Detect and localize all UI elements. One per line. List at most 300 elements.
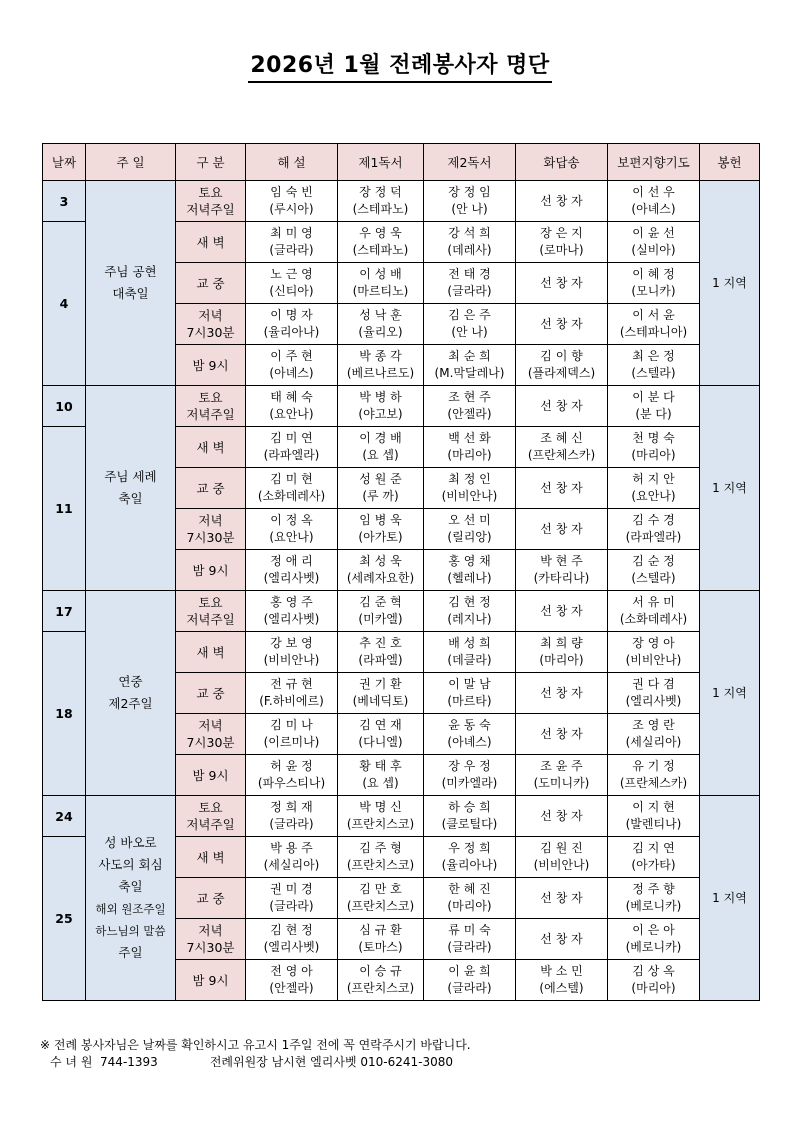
server-name: 임 숙 빈 bbox=[270, 185, 313, 199]
server-name: 노 근 영 bbox=[270, 267, 313, 281]
server-name: 김 수 경 bbox=[632, 513, 675, 527]
date-cell: 10 bbox=[43, 386, 86, 427]
server-name: 박 용 주 bbox=[270, 841, 313, 855]
baptismal-name: (요 셉) bbox=[362, 776, 399, 790]
baptismal-name: (글라라) bbox=[269, 817, 314, 831]
offertory-area-cell: 1 지역 bbox=[700, 591, 760, 796]
prayer-cell bbox=[608, 673, 700, 714]
baptismal-name: (베네딕토) bbox=[352, 694, 409, 708]
server-name: 선 창 자 bbox=[540, 316, 583, 331]
psalm-cell bbox=[516, 468, 608, 509]
baptismal-name: (글라라) bbox=[447, 981, 492, 995]
footer-convent-phone: 수 녀 원 744-1393 bbox=[50, 1055, 158, 1069]
baptismal-name: (안젤라) bbox=[447, 407, 492, 421]
baptismal-name: (에스텔) bbox=[539, 981, 584, 995]
psalm-cell bbox=[516, 181, 608, 222]
server-name: 황 태 후 bbox=[359, 759, 402, 773]
commentator-cell bbox=[246, 386, 338, 427]
prayer-cell bbox=[608, 345, 700, 386]
server-name: 오 선 미 bbox=[448, 513, 491, 527]
sunday-name-line: 주님 공현 bbox=[104, 264, 157, 279]
baptismal-name: (프란치스코) bbox=[346, 899, 415, 913]
baptismal-name: (다니엘) bbox=[358, 735, 403, 749]
psalm-cell bbox=[516, 222, 608, 263]
first-reading-cell bbox=[338, 222, 424, 263]
server-name: 성 낙 훈 bbox=[359, 308, 402, 322]
prayer-cell bbox=[608, 386, 700, 427]
baptismal-name: (F.하비에르) bbox=[259, 694, 324, 708]
server-name: 배 성 희 bbox=[448, 636, 491, 650]
baptismal-name: (마리아) bbox=[539, 653, 584, 667]
prayer-cell bbox=[608, 468, 700, 509]
mass-time-line: 밤 9시 bbox=[192, 357, 229, 373]
baptismal-name: (비비안나) bbox=[441, 489, 498, 503]
header-cell: 날짜 bbox=[43, 144, 86, 181]
page-title: 2026년 1월 전례봉사자 명단 bbox=[0, 52, 800, 83]
server-name: 정 애 리 bbox=[270, 554, 313, 568]
header-cell: 제2독서 bbox=[424, 144, 516, 181]
mass-time-line: 저녁주일 bbox=[186, 612, 235, 627]
server-name: 김 미 연 bbox=[270, 431, 313, 445]
commentator-cell bbox=[246, 632, 338, 673]
second-reading-cell bbox=[424, 673, 516, 714]
server-name: 이 말 남 bbox=[448, 677, 491, 691]
psalm-cell bbox=[516, 345, 608, 386]
mass-time-line: 7시30분 bbox=[186, 530, 235, 545]
server-name: 장 영 아 bbox=[632, 636, 675, 650]
first-reading-cell bbox=[338, 919, 424, 960]
psalm-cell bbox=[516, 796, 608, 837]
date-cell: 18 bbox=[43, 632, 86, 796]
mass-time-line: 토요 bbox=[198, 800, 223, 815]
commentator-cell bbox=[246, 673, 338, 714]
mass-time-line: 저녁 bbox=[198, 513, 223, 528]
baptismal-name: (마리아) bbox=[447, 448, 492, 462]
second-reading-cell bbox=[424, 550, 516, 591]
first-reading-cell bbox=[338, 673, 424, 714]
server-name: 윤 동 숙 bbox=[448, 718, 491, 732]
baptismal-name: (소화데레사) bbox=[619, 612, 688, 626]
offertory-area-cell: 1 지역 bbox=[700, 386, 760, 591]
second-reading-cell bbox=[424, 919, 516, 960]
mass-time-line: 7시30분 bbox=[186, 325, 235, 340]
server-name: 홍 영 채 bbox=[448, 554, 491, 568]
server-name: 전 규 현 bbox=[270, 677, 313, 691]
server-name: 선 창 자 bbox=[540, 521, 583, 536]
second-reading-cell bbox=[424, 304, 516, 345]
date-cell: 3 bbox=[43, 181, 86, 222]
psalm-cell bbox=[516, 509, 608, 550]
mass-time-cell bbox=[176, 878, 246, 919]
baptismal-name: (요안나) bbox=[631, 489, 676, 503]
mass-time-line: 새 벽 bbox=[196, 644, 225, 660]
baptismal-name: (스테파노) bbox=[352, 243, 409, 257]
prayer-cell bbox=[608, 919, 700, 960]
baptismal-name: (세례자요한) bbox=[346, 571, 415, 585]
prayer-cell bbox=[608, 509, 700, 550]
baptismal-name: (루 까) bbox=[362, 489, 399, 503]
mass-time-line: 7시30분 bbox=[186, 735, 235, 750]
baptismal-name: (율리아나) bbox=[263, 325, 320, 339]
header-cell: 구 분 bbox=[176, 144, 246, 181]
sunday-name-line: 해외 원조주일 bbox=[95, 902, 166, 916]
first-reading-cell bbox=[338, 263, 424, 304]
server-name: 최 은 정 bbox=[632, 349, 675, 363]
commentator-cell bbox=[246, 468, 338, 509]
commentator-cell bbox=[246, 181, 338, 222]
server-name: 선 창 자 bbox=[540, 931, 583, 946]
server-name: 조 윤 주 bbox=[540, 759, 583, 773]
baptismal-name: (모니카) bbox=[631, 284, 676, 298]
first-reading-cell bbox=[338, 427, 424, 468]
baptismal-name: (프란체스카) bbox=[619, 776, 688, 790]
baptismal-name: (파우스티나) bbox=[257, 776, 326, 790]
server-name: 조 혜 신 bbox=[540, 431, 583, 445]
prayer-cell bbox=[608, 878, 700, 919]
psalm-cell bbox=[516, 837, 608, 878]
baptismal-name: (아가타) bbox=[631, 858, 676, 872]
server-name: 류 미 숙 bbox=[448, 923, 491, 937]
server-name: 박 소 민 bbox=[540, 964, 583, 978]
prayer-cell bbox=[608, 304, 700, 345]
server-name: 선 창 자 bbox=[540, 398, 583, 413]
second-reading-cell bbox=[424, 427, 516, 468]
server-name: 선 창 자 bbox=[540, 193, 583, 208]
prayer-cell bbox=[608, 591, 700, 632]
second-reading-cell bbox=[424, 386, 516, 427]
baptismal-name: (분 다) bbox=[635, 407, 672, 421]
psalm-cell bbox=[516, 386, 608, 427]
server-name: 장 정 덕 bbox=[359, 185, 402, 199]
psalm-cell bbox=[516, 632, 608, 673]
second-reading-cell bbox=[424, 837, 516, 878]
mass-time-line: 새 벽 bbox=[196, 849, 225, 865]
baptismal-name: (엘리사벳) bbox=[263, 571, 320, 585]
baptismal-name: (베로니카) bbox=[625, 940, 682, 954]
header-cell: 화답송 bbox=[516, 144, 608, 181]
mass-time-cell bbox=[176, 345, 246, 386]
mass-time-cell bbox=[176, 919, 246, 960]
server-name: 김 주 형 bbox=[359, 841, 402, 855]
server-name: 조 현 주 bbox=[448, 390, 491, 404]
baptismal-name: (스테파니아) bbox=[619, 325, 688, 339]
server-name: 김 현 정 bbox=[448, 595, 491, 609]
baptismal-name: (마르티노) bbox=[352, 284, 409, 298]
footer-committee-contact: 전례위원장 남시현 엘리사벳 010-6241-3080 bbox=[209, 1055, 454, 1069]
server-name: 김 이 향 bbox=[540, 349, 583, 363]
mass-time-line: 새 벽 bbox=[196, 234, 225, 250]
server-name: 이 분 다 bbox=[632, 390, 675, 404]
server-name: 김 미 나 bbox=[270, 718, 313, 732]
baptismal-name: (글라라) bbox=[269, 243, 314, 257]
first-reading-cell bbox=[338, 591, 424, 632]
psalm-cell bbox=[516, 304, 608, 345]
psalm-cell bbox=[516, 919, 608, 960]
baptismal-name: (마르타) bbox=[447, 694, 492, 708]
mass-time-cell bbox=[176, 304, 246, 345]
first-reading-cell bbox=[338, 714, 424, 755]
server-name: 이 윤 선 bbox=[632, 226, 675, 240]
server-name: 성 원 준 bbox=[359, 472, 402, 486]
baptismal-name: (야고보) bbox=[358, 407, 403, 421]
baptismal-name: (소화데레사) bbox=[257, 489, 326, 503]
sunday-name-line: 연중 bbox=[118, 674, 143, 689]
server-name: 선 창 자 bbox=[540, 890, 583, 905]
server-name: 권 미 경 bbox=[270, 882, 313, 896]
first-reading-cell bbox=[338, 960, 424, 1001]
server-name: 이 명 자 bbox=[270, 308, 313, 322]
psalm-cell bbox=[516, 714, 608, 755]
baptismal-name: (로마나) bbox=[539, 243, 584, 257]
mass-time-cell bbox=[176, 427, 246, 468]
mass-time-cell bbox=[176, 837, 246, 878]
baptismal-name: (실비아) bbox=[631, 243, 676, 257]
commentator-cell bbox=[246, 755, 338, 796]
baptismal-name: (라파엘라) bbox=[263, 448, 320, 462]
server-name: 김 준 혁 bbox=[359, 595, 402, 609]
server-name: 김 상 옥 bbox=[632, 964, 675, 978]
server-name: 선 창 자 bbox=[540, 726, 583, 741]
sunday-name-cell bbox=[86, 386, 176, 591]
first-reading-cell bbox=[338, 181, 424, 222]
table-row bbox=[43, 386, 760, 427]
mass-time-cell bbox=[176, 550, 246, 591]
commentator-cell bbox=[246, 591, 338, 632]
second-reading-cell bbox=[424, 878, 516, 919]
commentator-cell bbox=[246, 263, 338, 304]
baptismal-name: (프란치스코) bbox=[346, 817, 415, 831]
server-name: 장 정 임 bbox=[448, 185, 491, 199]
baptismal-name: (스텔라) bbox=[631, 571, 676, 585]
prayer-cell bbox=[608, 222, 700, 263]
first-reading-cell bbox=[338, 345, 424, 386]
baptismal-name: (베로니카) bbox=[625, 899, 682, 913]
baptismal-name: (스텔라) bbox=[631, 366, 676, 380]
sunday-name-line: 주일 bbox=[118, 945, 143, 960]
mass-time-cell bbox=[176, 468, 246, 509]
baptismal-name: (프란치스코) bbox=[346, 981, 415, 995]
psalm-cell bbox=[516, 550, 608, 591]
baptismal-name: (율리아나) bbox=[441, 858, 498, 872]
prayer-cell bbox=[608, 427, 700, 468]
server-name: 허 윤 정 bbox=[270, 759, 313, 773]
prayer-cell bbox=[608, 632, 700, 673]
server-name: 추 진 호 bbox=[359, 636, 402, 650]
baptismal-name: (카타리나) bbox=[533, 571, 590, 585]
mass-time-line: 밤 9시 bbox=[192, 767, 229, 783]
first-reading-cell bbox=[338, 304, 424, 345]
baptismal-name: (율리오) bbox=[358, 325, 403, 339]
baptismal-name: (신티아) bbox=[269, 284, 314, 298]
sunday-name-line: 하느님의 말씀 bbox=[95, 924, 166, 938]
server-name: 박 현 주 bbox=[540, 554, 583, 568]
baptismal-name: (안 나) bbox=[451, 325, 488, 339]
server-name: 김 미 현 bbox=[270, 472, 313, 486]
second-reading-cell bbox=[424, 591, 516, 632]
prayer-cell bbox=[608, 837, 700, 878]
sunday-name-line: 축일 bbox=[118, 879, 143, 894]
baptismal-name: (토마스) bbox=[358, 940, 403, 954]
server-name: 김 은 주 bbox=[448, 308, 491, 322]
baptismal-name: (요 셉) bbox=[362, 448, 399, 462]
server-name: 김 만 호 bbox=[359, 882, 402, 896]
first-reading-cell bbox=[338, 755, 424, 796]
psalm-cell bbox=[516, 673, 608, 714]
mass-time-line: 저녁 bbox=[198, 718, 223, 733]
server-name: 김 원 진 bbox=[540, 841, 583, 855]
header-cell: 제1독서 bbox=[338, 144, 424, 181]
second-reading-cell bbox=[424, 345, 516, 386]
first-reading-cell bbox=[338, 386, 424, 427]
psalm-cell bbox=[516, 755, 608, 796]
baptismal-name: (세실리아) bbox=[625, 735, 682, 749]
server-name: 이 선 우 bbox=[632, 185, 675, 199]
second-reading-cell bbox=[424, 181, 516, 222]
mass-time-line: 밤 9시 bbox=[192, 562, 229, 578]
commentator-cell bbox=[246, 714, 338, 755]
date-cell: 17 bbox=[43, 591, 86, 632]
mass-time-line: 토요 bbox=[198, 185, 223, 200]
prayer-cell bbox=[608, 796, 700, 837]
server-name: 박 병 하 bbox=[359, 390, 402, 404]
header-cell: 해 설 bbox=[246, 144, 338, 181]
server-name: 이 지 현 bbox=[632, 800, 675, 814]
header-row bbox=[43, 144, 760, 181]
baptismal-name: (아녜스) bbox=[269, 366, 314, 380]
server-name: 백 선 화 bbox=[448, 431, 491, 445]
mass-time-cell bbox=[176, 960, 246, 1001]
baptismal-name: (세실리아) bbox=[263, 858, 320, 872]
mass-time-line: 7시30분 bbox=[186, 940, 235, 955]
mass-time-line: 저녁주일 bbox=[186, 407, 235, 422]
server-name: 최 순 희 bbox=[448, 349, 491, 363]
server-name: 허 지 안 bbox=[632, 472, 675, 486]
server-name: 태 혜 숙 bbox=[270, 390, 313, 404]
baptismal-name: (루시아) bbox=[269, 202, 314, 216]
baptismal-name: (미카엘라) bbox=[441, 776, 498, 790]
server-name: 심 규 환 bbox=[359, 923, 402, 937]
header-cell: 보편지향기도 bbox=[608, 144, 700, 181]
baptismal-name: (엘리사벳) bbox=[625, 694, 682, 708]
baptismal-name: (마리아) bbox=[447, 899, 492, 913]
baptismal-name: (아녜스) bbox=[631, 202, 676, 216]
server-name: 김 현 정 bbox=[270, 923, 313, 937]
table-row bbox=[43, 591, 760, 632]
server-name: 이 윤 희 bbox=[448, 964, 491, 978]
second-reading-cell bbox=[424, 263, 516, 304]
server-name: 권 기 환 bbox=[359, 677, 402, 691]
baptismal-name: (클로틸다) bbox=[441, 817, 498, 831]
prayer-cell bbox=[608, 263, 700, 304]
header-cell: 주 일 bbox=[86, 144, 176, 181]
baptismal-name: (글라라) bbox=[447, 284, 492, 298]
baptismal-name: (레지나) bbox=[447, 612, 492, 626]
server-name: 천 명 숙 bbox=[632, 431, 675, 445]
baptismal-name: (릴리앙) bbox=[447, 530, 492, 544]
date-cell: 4 bbox=[43, 222, 86, 386]
mass-time-cell bbox=[176, 796, 246, 837]
table-row bbox=[43, 181, 760, 222]
date-cell: 25 bbox=[43, 837, 86, 1001]
mass-time-cell bbox=[176, 714, 246, 755]
first-reading-cell bbox=[338, 632, 424, 673]
baptismal-name: (베르나르도) bbox=[346, 366, 415, 380]
server-name: 최 정 인 bbox=[448, 472, 491, 486]
commentator-cell bbox=[246, 427, 338, 468]
first-reading-cell bbox=[338, 509, 424, 550]
footer-note bbox=[40, 1037, 471, 1071]
offertory-area-cell: 1 지역 bbox=[700, 796, 760, 1001]
baptismal-name: (요안나) bbox=[269, 407, 314, 421]
server-name: 선 창 자 bbox=[540, 808, 583, 823]
mass-time-cell bbox=[176, 263, 246, 304]
prayer-cell bbox=[608, 181, 700, 222]
server-name: 강 석 희 bbox=[448, 226, 491, 240]
server-name: 우 정 희 bbox=[448, 841, 491, 855]
second-reading-cell bbox=[424, 468, 516, 509]
prayer-cell bbox=[608, 960, 700, 1001]
prayer-cell bbox=[608, 714, 700, 755]
baptismal-name: (도미니카) bbox=[533, 776, 590, 790]
mass-time-line: 토요 bbox=[198, 390, 223, 405]
server-name: 조 영 란 bbox=[632, 718, 675, 732]
baptismal-name: (글라라) bbox=[447, 940, 492, 954]
sunday-name-line: 성 바오로 bbox=[104, 835, 157, 850]
mass-time-cell bbox=[176, 222, 246, 263]
server-name: 장 우 정 bbox=[448, 759, 491, 773]
first-reading-cell bbox=[338, 837, 424, 878]
baptismal-name: (M.막달레나) bbox=[434, 366, 505, 380]
header-cell: 봉헌 bbox=[700, 144, 760, 181]
mass-time-line: 토요 bbox=[198, 595, 223, 610]
mass-time-line: 교 중 bbox=[196, 685, 225, 701]
sunday-name-line: 주님 세례 bbox=[104, 469, 157, 484]
baptismal-name: (아가토) bbox=[358, 530, 403, 544]
commentator-cell bbox=[246, 919, 338, 960]
baptismal-name: (라파엘라) bbox=[625, 530, 682, 544]
server-name: 이 정 옥 bbox=[270, 513, 313, 527]
sunday-name-cell bbox=[86, 796, 176, 1001]
footer-line-1: ※ 전례 봉사자님은 날짜를 확인하시고 유고시 1주일 전에 꼭 연락주시기 바랍니다. bbox=[40, 1038, 471, 1052]
mass-time-line: 새 벽 bbox=[196, 439, 225, 455]
server-name: 정 희 재 bbox=[270, 800, 313, 814]
sunday-name-line: 대축일 bbox=[112, 286, 149, 301]
second-reading-cell bbox=[424, 509, 516, 550]
mass-time-line: 교 중 bbox=[196, 275, 225, 291]
server-name: 이 경 배 bbox=[359, 431, 402, 445]
prayer-cell bbox=[608, 755, 700, 796]
server-name: 최 미 영 bbox=[270, 226, 313, 240]
date-cell: 11 bbox=[43, 427, 86, 591]
server-name: 최 성 욱 bbox=[359, 554, 402, 568]
second-reading-cell bbox=[424, 222, 516, 263]
mass-time-line: 저녁 bbox=[198, 308, 223, 323]
mass-time-cell bbox=[176, 181, 246, 222]
server-name: 장 은 지 bbox=[540, 226, 583, 240]
baptismal-name: (스테파노) bbox=[352, 202, 409, 216]
commentator-cell bbox=[246, 878, 338, 919]
commentator-cell bbox=[246, 550, 338, 591]
sunday-name-line: 제2주일 bbox=[108, 696, 153, 711]
second-reading-cell bbox=[424, 960, 516, 1001]
server-name: 정 주 향 bbox=[632, 882, 675, 896]
server-name: 최 희 량 bbox=[540, 636, 583, 650]
server-name: 선 창 자 bbox=[540, 685, 583, 700]
mass-time-cell bbox=[176, 509, 246, 550]
second-reading-cell bbox=[424, 714, 516, 755]
mass-time-line: 교 중 bbox=[196, 480, 225, 496]
baptismal-name: (비비안나) bbox=[625, 653, 682, 667]
